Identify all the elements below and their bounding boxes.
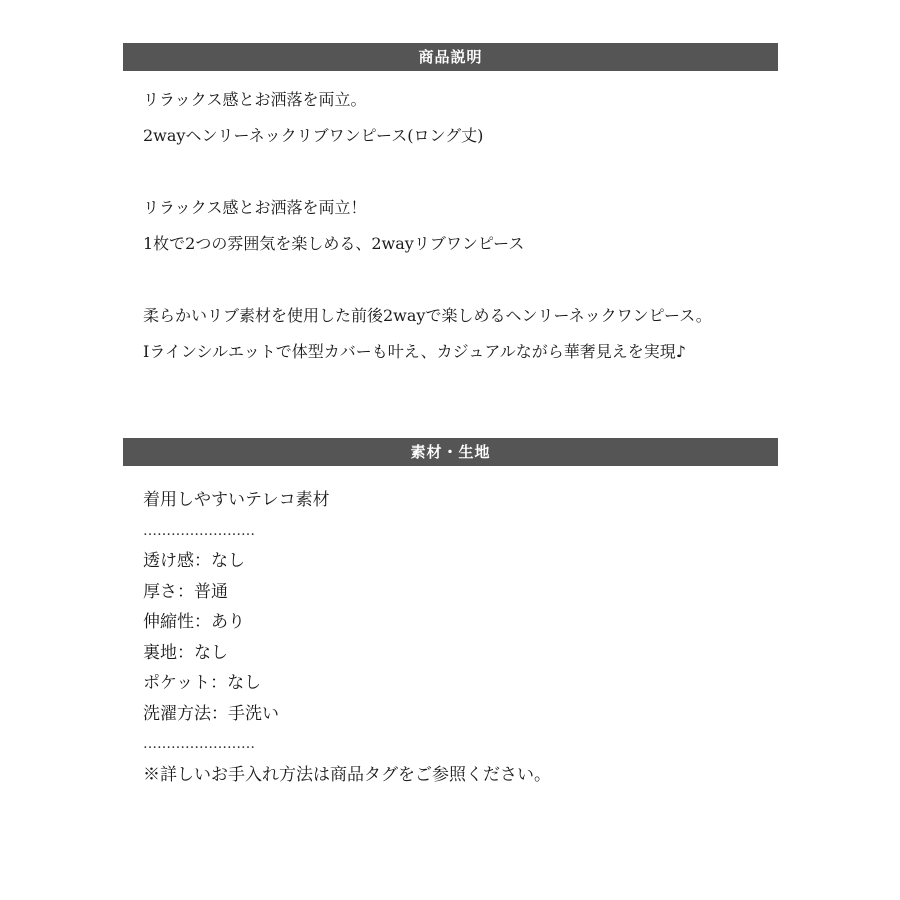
description-gap <box>143 262 783 298</box>
description-line-2: 2wayヘンリーネックリブワンピース(ロング丈) <box>143 126 484 145</box>
material-body <box>143 485 783 790</box>
separator-top: …………………… <box>143 522 255 539</box>
description-line-5: 1枚で2つの雰囲気を楽しめる、2wayリブワンピース <box>143 234 525 253</box>
section-header-material: 素材・生地 <box>123 438 778 466</box>
spec-lining: 裏地：なし <box>143 642 228 663</box>
spec-pocket: ポケット：なし <box>143 673 262 693</box>
description-body <box>143 82 783 370</box>
description-line-7: 柔らかいリブ素材を使用した前後2wayで楽しめるヘンリーネックワンピース。 <box>143 306 712 325</box>
section-header-description: 商品説明 <box>123 43 778 71</box>
description-gap <box>143 154 783 190</box>
description-line-1: リラックス感とお洒落を両立。 <box>143 90 367 109</box>
description-line-8: Iラインシルエットで体型カバーも叶え、カジュアルながら華奢見えを実現♪ <box>143 342 686 361</box>
separator-bottom: …………………… <box>143 736 255 752</box>
care-note: ※詳しいお手入れ方法は商品タグをご参照ください。 <box>143 764 551 785</box>
description-line-4: リラックス感とお洒落を両立！ <box>143 198 367 217</box>
spec-thickness: 厚さ：普通 <box>143 581 228 602</box>
spec-transparency: 透け感：なし <box>143 551 245 571</box>
spec-stretch: 伸縮性：あり <box>143 612 245 632</box>
spec-washing: 洗濯方法：手洗い <box>143 703 279 724</box>
material-intro: 着用しやすいテレコ素材 <box>143 490 330 510</box>
